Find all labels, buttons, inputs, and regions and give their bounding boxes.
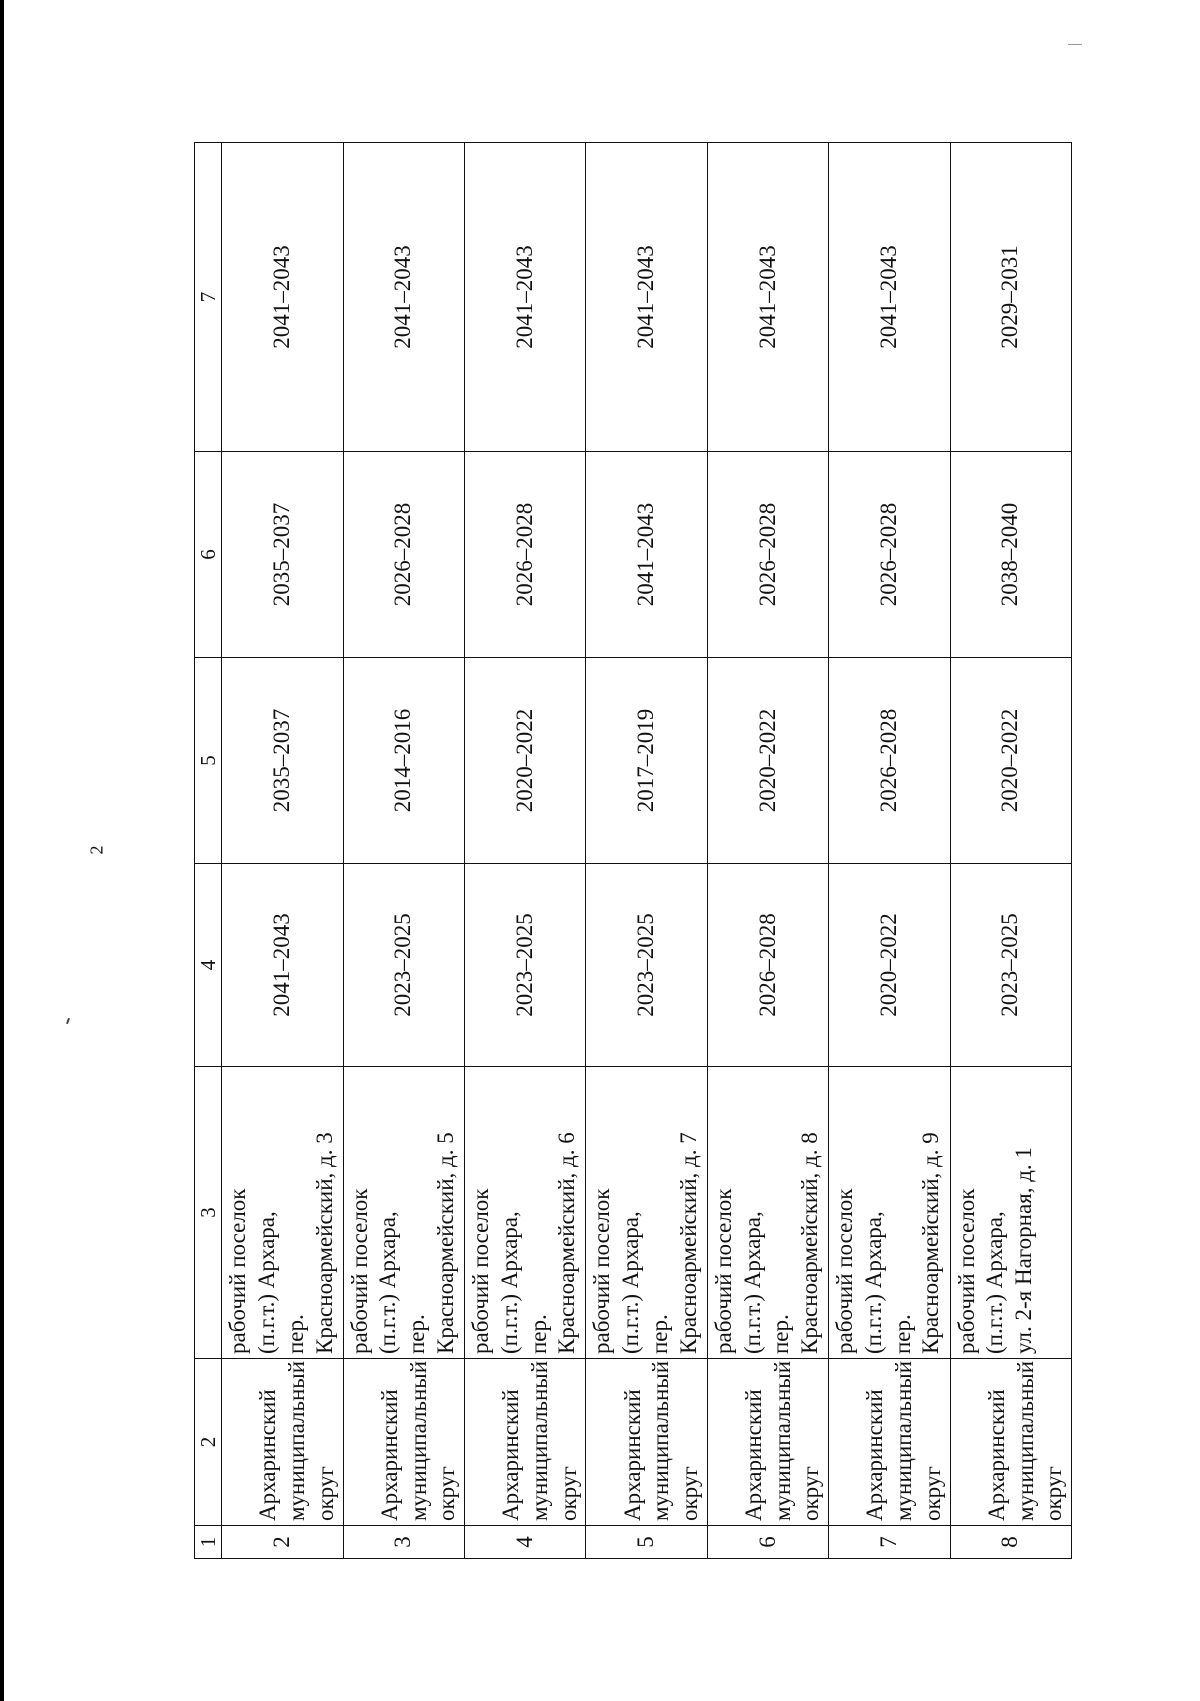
period-cell: 2041–2043 <box>465 143 586 452</box>
address-line: пер. <box>768 1314 794 1354</box>
municipality-line: муниципальный <box>648 1360 674 1521</box>
period-cell: 2020–2022 <box>950 658 1071 864</box>
row-number-cell: 8 <box>950 1526 1071 1559</box>
address-line: рабочий поселок <box>832 1188 858 1354</box>
municipality-line: муниципальный <box>284 1360 310 1521</box>
address-cell <box>343 1067 464 1359</box>
period-cell: 2023–2025 <box>586 864 707 1067</box>
rotated-table-container <box>194 143 1072 1559</box>
row-number-cell: 4 <box>465 1526 586 1559</box>
municipality-line: округ <box>677 1466 703 1521</box>
municipality-line: муниципальный <box>891 1360 917 1521</box>
address-line: (п.г.т.) Архара, <box>375 1211 401 1354</box>
scan-left-border <box>0 0 4 1701</box>
address-cell <box>950 1067 1071 1359</box>
period-cell: 2041–2043 <box>222 143 343 452</box>
column-header: 4 <box>195 864 222 1067</box>
period-cell: 2041–2043 <box>586 452 707 658</box>
municipality-cell <box>707 1359 828 1526</box>
municipality-line: округ <box>312 1466 338 1521</box>
period-cell: 2017–2019 <box>586 658 707 864</box>
row-number-cell: 2 <box>222 1526 343 1559</box>
municipality-cell <box>222 1359 343 1526</box>
row-number-cell: 7 <box>829 1526 950 1559</box>
table-row <box>343 143 464 1559</box>
period-cell: 2035–2037 <box>222 452 343 658</box>
address-line: (п.г.т.) Архара, <box>982 1211 1008 1354</box>
period-cell: 2026–2028 <box>707 864 828 1067</box>
column-header: 6 <box>195 452 222 658</box>
period-cell: 2020–2022 <box>829 864 950 1067</box>
period-cell: 2041–2043 <box>829 143 950 452</box>
municipality-line: округ <box>919 1466 945 1521</box>
column-header: 7 <box>195 143 222 452</box>
period-cell: 2023–2025 <box>343 864 464 1067</box>
address-line: пер. <box>282 1314 308 1354</box>
address-line: (п.г.т.) Архара, <box>860 1211 886 1354</box>
period-cell: 2035–2037 <box>222 658 343 864</box>
period-cell: 2038–2040 <box>950 452 1071 658</box>
table-header-row <box>195 143 222 1559</box>
address-line: (п.г.т.) Архара, <box>739 1211 765 1354</box>
period-cell: 2014–2016 <box>343 658 464 864</box>
period-cell: 2026–2028 <box>829 658 950 864</box>
column-header: 1 <box>195 1526 222 1559</box>
address-line: (п.г.т.) Архара, <box>254 1211 279 1354</box>
municipality-line: округ <box>1041 1466 1067 1521</box>
period-cell: 2020–2022 <box>707 658 828 864</box>
municipality-cell <box>465 1359 586 1526</box>
municipality-cell <box>950 1359 1071 1526</box>
municipality-line: Архаринский <box>862 1389 888 1521</box>
row-number-cell: 3 <box>343 1526 464 1559</box>
period-cell: 2026–2028 <box>707 452 828 658</box>
address-line: ул. 2-я Нагорная, д. 1 <box>1011 1147 1037 1354</box>
address-line: рабочий поселок <box>589 1188 615 1354</box>
address-cell <box>465 1067 586 1359</box>
municipality-line: округ <box>798 1466 824 1521</box>
address-line: рабочий поселок <box>468 1188 494 1354</box>
period-cell: 2041–2043 <box>343 143 464 452</box>
address-line: Красноармейский, д. 8 <box>797 1132 823 1354</box>
address-cell <box>222 1067 343 1359</box>
address-line: пер. <box>646 1314 672 1354</box>
column-header: 3 <box>195 1067 222 1359</box>
address-line: (п.г.т.) Архара, <box>496 1211 522 1354</box>
municipality-line: Архаринский <box>619 1389 645 1521</box>
period-cell: 2029–2031 <box>950 143 1071 452</box>
address-line: рабочий поселок <box>225 1188 251 1354</box>
municipality-line: Архаринский <box>255 1389 281 1521</box>
municipality-line: Архаринский <box>498 1389 524 1521</box>
municipality-line: муниципальный <box>1012 1360 1038 1521</box>
column-header: 5 <box>195 658 222 864</box>
municipality-line: муниципальный <box>405 1360 431 1521</box>
municipality-line: муниципальный <box>526 1360 552 1521</box>
period-cell: 2023–2025 <box>950 864 1071 1067</box>
period-cell: 2026–2028 <box>829 452 950 658</box>
period-cell: 2026–2028 <box>343 452 464 658</box>
table-row <box>950 143 1071 1559</box>
period-cell: 2041–2043 <box>707 143 828 452</box>
period-cell: 2041–2043 <box>586 143 707 452</box>
municipality-cell <box>586 1359 707 1526</box>
municipality-line: Архаринский <box>983 1389 1009 1521</box>
address-line: пер. <box>525 1314 551 1354</box>
schedule-table <box>194 142 1072 1559</box>
row-number-cell: 6 <box>707 1526 828 1559</box>
period-cell: 2020–2022 <box>465 658 586 864</box>
table-row <box>465 143 586 1559</box>
municipality-line: округ <box>434 1466 460 1521</box>
period-cell: 2026–2028 <box>465 452 586 658</box>
municipality-line: Архаринский <box>376 1389 402 1521</box>
row-number-cell: 5 <box>586 1526 707 1559</box>
municipality-line: Архаринский <box>740 1389 766 1521</box>
address-line: Красноармейский, д. 9 <box>918 1132 944 1354</box>
address-line: Красноармейский, д. 6 <box>554 1132 580 1354</box>
municipality-line: округ <box>555 1466 581 1521</box>
municipality-cell <box>829 1359 950 1526</box>
address-line: рабочий поселок <box>346 1188 372 1354</box>
address-cell <box>586 1067 707 1359</box>
address-line: (п.г.т.) Архара, <box>618 1211 644 1354</box>
scan-artifact <box>1068 44 1082 45</box>
address-line: Красноармейский, д. 3 <box>311 1132 337 1354</box>
table-row <box>222 143 343 1559</box>
table-row <box>829 143 950 1559</box>
address-line: рабочий поселок <box>953 1188 979 1354</box>
municipality-line: муниципальный <box>769 1360 795 1521</box>
table-row <box>707 143 828 1559</box>
period-cell: 2041–2043 <box>222 864 343 1067</box>
table-row <box>586 143 707 1559</box>
page-number: 2 <box>86 845 107 855</box>
address-line: пер. <box>889 1314 915 1354</box>
address-cell <box>707 1067 828 1359</box>
address-line: Красноармейский, д. 5 <box>432 1132 458 1354</box>
municipality-cell <box>343 1359 464 1526</box>
address-line: Красноармейский, д. 7 <box>675 1132 701 1354</box>
address-line: пер. <box>404 1314 430 1354</box>
address-line: рабочий поселок <box>710 1188 736 1354</box>
stray-mark <box>66 1018 70 1024</box>
period-cell: 2023–2025 <box>465 864 586 1067</box>
address-cell <box>829 1067 950 1359</box>
column-header: 2 <box>195 1359 222 1526</box>
